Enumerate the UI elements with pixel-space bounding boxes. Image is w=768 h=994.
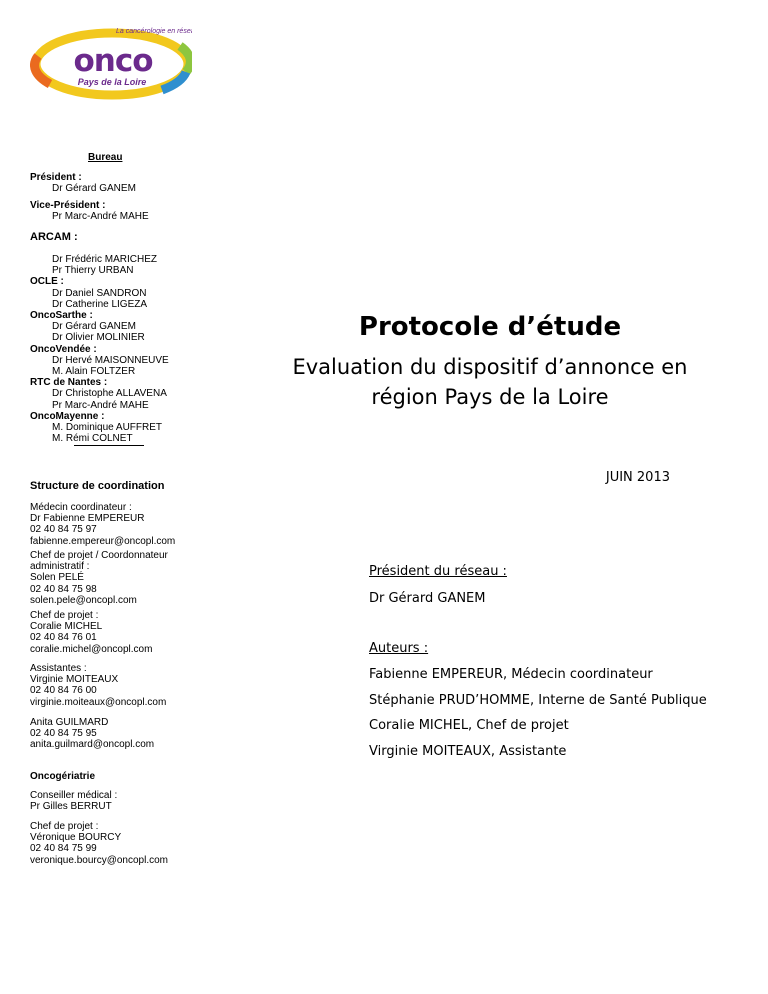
contact-line: Anita GUILMARD	[30, 717, 109, 728]
contact-block	[30, 821, 168, 866]
oncovendee-member: Dr Hervé MAISONNEUVE	[52, 354, 169, 366]
logo-word: onco	[73, 43, 153, 79]
ocle-member: Dr Catherine LIGEZA	[52, 298, 148, 310]
onco-logo	[30, 24, 192, 100]
sidebar-vice-president	[30, 200, 149, 222]
contact-block	[30, 550, 168, 606]
subtitle-line: Evaluation du dispositif d’annonce en	[292, 355, 688, 379]
sidebar-president	[30, 172, 136, 194]
authors-heading: Auteurs :	[369, 641, 429, 656]
vice-label: Vice-Président :	[30, 200, 106, 211]
contact-line: administratif :	[30, 561, 90, 573]
oncomayenne-member: M. Dominique AUFFRET	[52, 422, 163, 434]
oncosarthe-member: Dr Olivier MOLINIER	[52, 332, 145, 344]
contact-line: Conseiller médical :	[30, 790, 118, 801]
contact-line: 02 40 84 75 97	[30, 524, 97, 536]
contact-line: veronique.bourcy@oncopl.com	[30, 854, 169, 866]
contact-line: Virginie MOITEAUX	[30, 674, 119, 686]
author-line: Virginie MOITEAUX, Assistante	[369, 744, 567, 759]
author-line: Coralie MICHEL, Chef de projet	[369, 718, 569, 733]
contact-block	[30, 610, 152, 655]
oncomayenne-label: OncoMayenne :	[30, 410, 105, 422]
rtc-member: Pr Marc-André MAHE	[52, 399, 149, 411]
logo-region: Pays de la Loire	[77, 77, 147, 87]
sidebar-networks	[30, 254, 169, 444]
logo-ring-graphic	[30, 24, 192, 100]
contact-block	[30, 502, 175, 547]
oncovendee-label: OncoVendée :	[30, 343, 97, 355]
oncosarthe-label: OncoSarthe :	[30, 310, 93, 322]
rtc-label: RTC de Nantes :	[30, 377, 108, 389]
contact-line: Chef de projet / Coordonnateur	[30, 550, 168, 561]
arcam-member: Pr Thierry URBAN	[52, 265, 134, 277]
vice-name: Pr Marc-André MAHE	[52, 211, 149, 223]
contact-block	[30, 717, 154, 751]
document-subtitle	[230, 352, 750, 412]
contact-line: 02 40 84 76 01	[30, 632, 97, 644]
president-heading: Président du réseau :	[369, 564, 507, 579]
oncovendee-member: M. Alain FOLTZER	[52, 366, 136, 378]
arcam-label: ARCAM :	[30, 231, 78, 243]
contact-line: 02 40 84 76 00	[30, 685, 97, 697]
bureau-heading: Bureau	[88, 152, 123, 163]
oncoger-heading: Oncogériatrie	[30, 771, 96, 782]
contact-block	[30, 663, 166, 708]
sidebar-divider	[74, 445, 144, 446]
contact-line: 02 40 84 75 98	[30, 583, 97, 595]
oncosarthe-member: Dr Gérard GANEM	[52, 321, 136, 333]
contact-line: Véronique BOURCY	[30, 832, 122, 844]
coord-heading: Structure de coordination	[30, 480, 165, 492]
rtc-member: Dr Christophe ALLAVENA	[52, 388, 167, 400]
ocle-member: Dr Daniel SANDRON	[52, 287, 147, 299]
contact-line: Chef de projet :	[30, 610, 99, 621]
subtitle-line: région Pays de la Loire	[371, 385, 609, 409]
contact-line: Médecin coordinateur :	[30, 502, 132, 513]
author-line: Fabienne EMPEREUR, Médecin coordinateur	[369, 667, 653, 682]
contact-line: 02 40 84 75 99	[30, 843, 97, 855]
logo-tagline: La cancérologie en réseau	[116, 28, 192, 35]
contact-line: fabienne.empereur@oncopl.com	[30, 535, 176, 547]
contact-line: virginie.moiteaux@oncopl.com	[30, 696, 167, 708]
document-date: JUIN 2013	[605, 470, 670, 485]
contact-line: Solen PELÉ	[30, 572, 84, 584]
contact-line: anita.guilmard@oncopl.com	[30, 739, 155, 751]
contact-line: solen.pele@oncopl.com	[30, 594, 137, 606]
contact-line: 02 40 84 75 95	[30, 728, 97, 740]
contact-line: Dr Fabienne EMPEREUR	[30, 513, 145, 525]
contact-line: coralie.michel@oncopl.com	[30, 643, 153, 655]
president-label: Président :	[30, 172, 82, 183]
contact-line: Coralie MICHEL	[30, 621, 103, 633]
contact-line: Assistantes :	[30, 663, 87, 674]
president-name: Dr Gérard GANEM	[52, 183, 136, 195]
ocle-label: OCLE :	[30, 276, 64, 288]
oncomayenne-member: M. Rémi COLNET	[52, 433, 133, 445]
author-line: Stéphanie PRUD’HOMME, Interne de Santé Publique	[369, 693, 707, 708]
contact-block	[30, 790, 117, 812]
contact-line: Chef de projet :	[30, 821, 99, 832]
president-name-main: Dr Gérard GANEM	[369, 591, 486, 606]
document-title: Protocole d’étude	[358, 312, 622, 342]
arcam-member: Dr Frédéric MARICHEZ	[52, 254, 158, 265]
contact-line: Pr Gilles BERRUT	[30, 801, 112, 813]
